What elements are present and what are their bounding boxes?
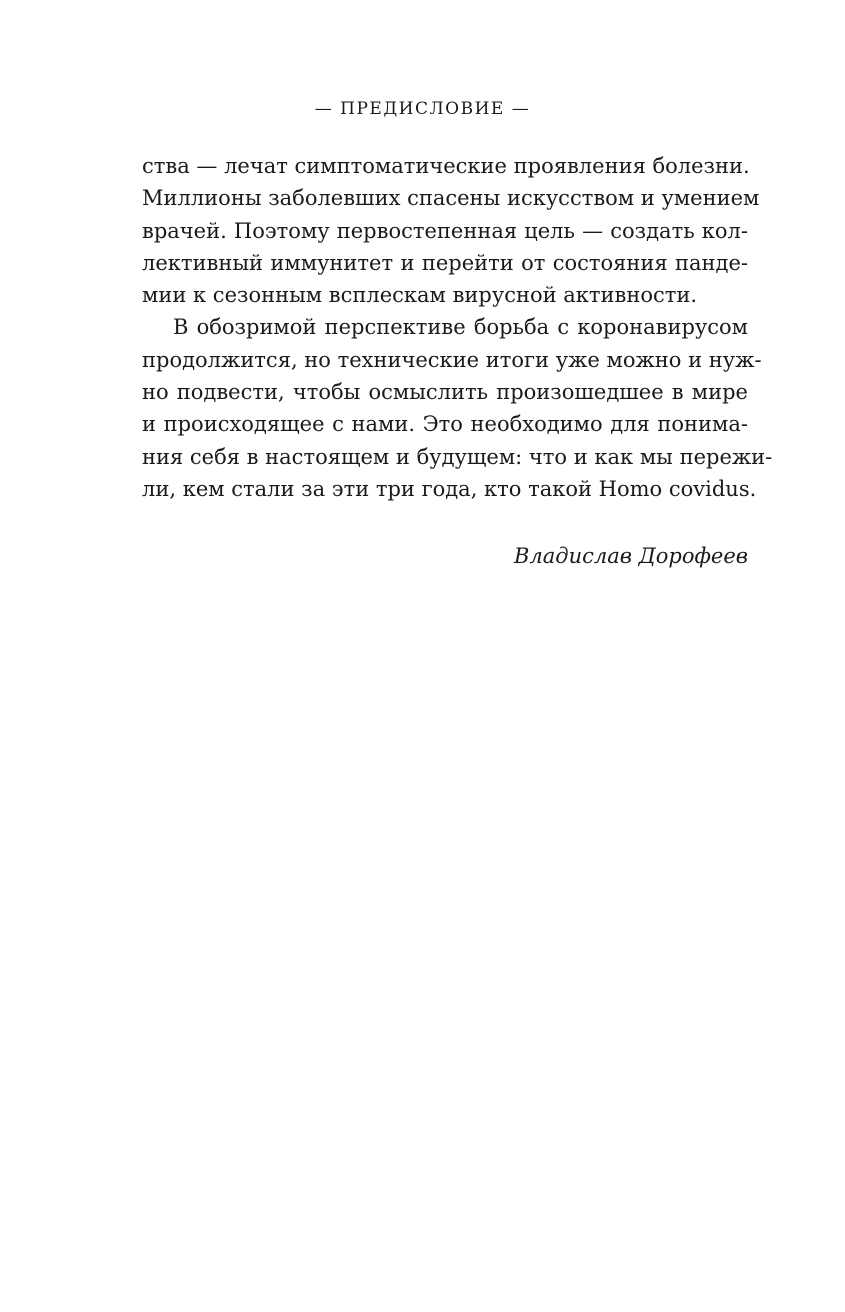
paragraph-2 xyxy=(142,311,773,505)
body-text xyxy=(142,150,773,505)
text-line: и происходящее с нами. Это необходимо для понима- xyxy=(142,412,748,437)
author-signature: Владислав Дорофеев xyxy=(513,544,748,568)
text-line: мии к сезонным всплескам вирусной активности. xyxy=(142,283,698,308)
text-line: ства — лечат симптоматические проявления болезни. xyxy=(142,154,750,178)
text-line: Миллионы заболевших спасены искусством и умением xyxy=(142,186,760,211)
running-header: — ПРЕДИСЛОВИЕ — xyxy=(314,99,531,119)
text-line: ния себя в настоящем и будущем: что и как мы пережи- xyxy=(142,444,773,469)
text-line: врачей. Поэтому первостепенная цель — создать кол- xyxy=(142,218,748,243)
text-line: ли, кем стали за эти три года, кто такой Homo covidus. xyxy=(142,476,757,501)
text-line: В обозримой перспективе борьба с коронавирусом xyxy=(173,315,748,340)
text-line: лективный иммунитет и перейти от состояния панде- xyxy=(142,250,748,275)
text-line: продолжится, но технические итоги уже можно и нуж- xyxy=(142,347,762,372)
paragraph-1 xyxy=(142,150,760,311)
text-line: но подвести, чтобы осмыслить произошедшее в мире xyxy=(142,380,748,405)
